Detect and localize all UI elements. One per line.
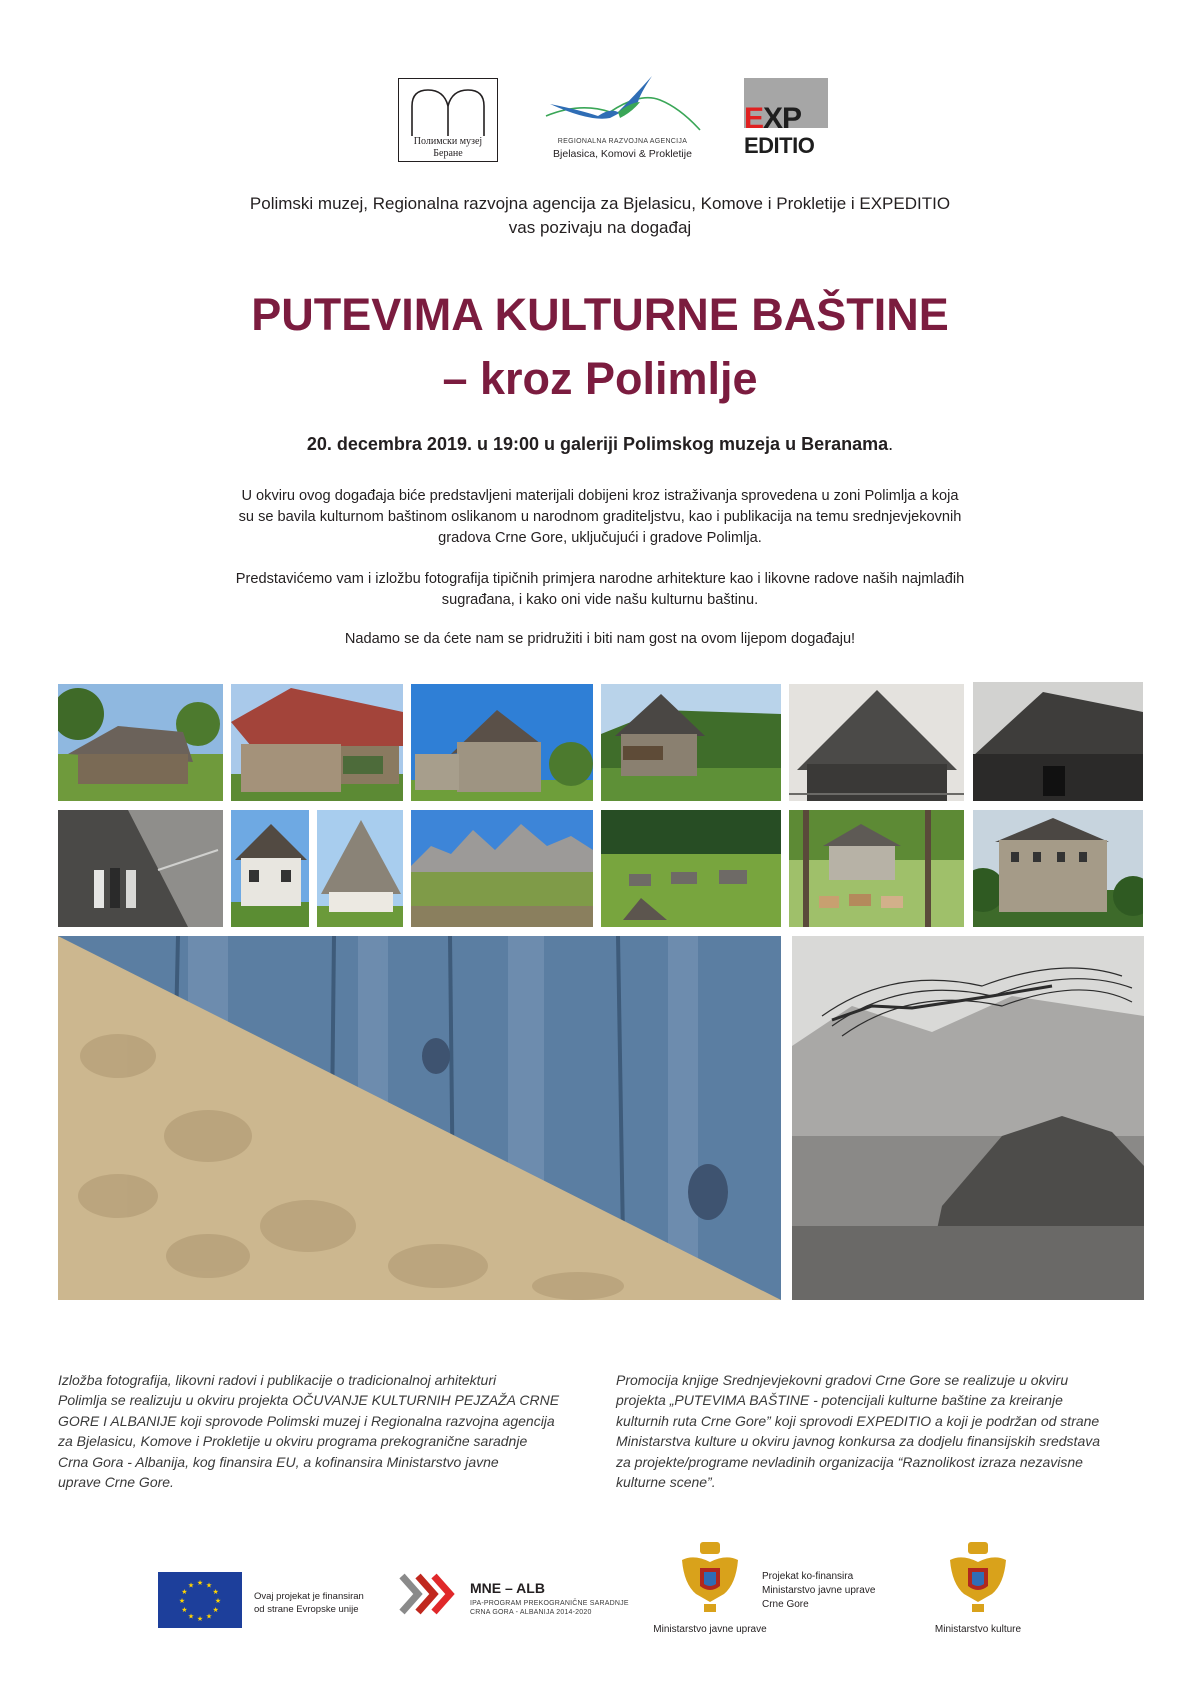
- photo-fortress-ruins-with-plan-bw: [792, 936, 1144, 1300]
- rra-name: Bjelasica, Komovi & Prokletije: [553, 148, 692, 160]
- paragraph-1-line-2: su se bavila kulturnom baštinom oslikanom u narodnom graditeljstvu, kao i publikacija na temu srednjevjekovnih: [238, 509, 962, 525]
- event-date-dot: .: [888, 434, 894, 454]
- ipa-title: MNE – ALB: [470, 1580, 545, 1596]
- ipa-subtitle: [470, 1599, 629, 1617]
- paragraph-2: [100, 569, 1100, 611]
- exp-word: EXP: [744, 102, 802, 135]
- eu-text-line-2: od strane Evropske unije: [254, 1604, 359, 1615]
- photo-wooden-house-bw: [789, 684, 964, 801]
- eu-flag-icon: [158, 1572, 242, 1628]
- photo-wooden-hut-meadow: [58, 684, 223, 801]
- expeditio-logo: [744, 78, 828, 162]
- polimski-muzej-logo: [398, 78, 500, 164]
- intro-text: [100, 192, 1100, 240]
- footer-right-line: Ministarstva kulture u okviru javnog konkursa za dodjelu finansijskih sredstava: [616, 1433, 1101, 1450]
- editio-word: EDITIO: [744, 133, 815, 158]
- ipa-chevrons-icon: [398, 1572, 470, 1616]
- event-date: [100, 434, 1100, 455]
- montenegro-crest-icon: [678, 1540, 742, 1616]
- footer-right-line: projekta „PUTEVIMA BAŠTINE - potencijali kulturne baštine za kreiranje: [616, 1392, 1063, 1409]
- svg-text:★: ★: [196, 1579, 204, 1587]
- paragraph-2-line-1: Predstavićemo vam i izložbu fotografija tipičnih primjera narodne arhitekture kao i likovne radove naših najmlađih: [235, 571, 965, 587]
- ipa-sub-line-2: CRNA GORA - ALBANIJA 2014-2020: [470, 1609, 592, 1616]
- svg-text:★: ★: [205, 1612, 213, 1621]
- footer-right-line: za projekte/programe nevladinih organizacija “Raznolikost izraza nezavisne: [616, 1453, 1083, 1470]
- eu-stars-icon: [158, 1572, 242, 1628]
- footer-text-left: [58, 1370, 588, 1492]
- ministry-public-admin-label: Ministarstvo javne uprave: [653, 1624, 767, 1635]
- montenegro-crest-icon: [946, 1540, 1010, 1616]
- rra-logo: [540, 72, 705, 164]
- photo-shingle-roof-hut: [317, 810, 403, 927]
- photo-alpine-huts: [601, 810, 781, 927]
- page-subtitle: – kroz Polimlje: [442, 353, 758, 404]
- svg-text:★: ★: [181, 1606, 188, 1614]
- footer-right-line: Promocija knjige Srednjevjekovni gradovi Crne Gore se realizuje u okviru: [616, 1372, 1069, 1388]
- exp-rest: XP: [763, 102, 802, 135]
- photo-thatched-hut-bw: [973, 682, 1143, 801]
- cofin-line-2: Ministarstvo javne uprave: [762, 1585, 876, 1596]
- footer-right-line: kulturnih ruta Crne Gore” koji sprovodi EXPEDITIO a koji je podržan od strane: [616, 1412, 1100, 1429]
- paragraph-2-line-2: sugrađana, i kako oni vide našu kulturnu baštinu.: [441, 592, 759, 608]
- footer-left-line: za Bjelasicu, Komove i Prokletije u okviru programa prekogranične saradnje: [58, 1433, 528, 1450]
- photo-white-house: [231, 810, 309, 927]
- intro-line-1: Polimski muzej, Regionalna razvojna agencija za Bjelasicu, Komove i Prokletije i EXPEDITIO: [249, 194, 951, 213]
- photo-stone-houses: [411, 684, 593, 801]
- eagle-mountains-icon: [540, 72, 705, 136]
- rra-agency-label: REGIONALNA RAZVOJNA AGENCIJA: [557, 138, 688, 145]
- footer-left-line: uprave Crne Gore.: [58, 1474, 174, 1491]
- paragraph-1-line-3: gradova Crne Gore, uključujući i gradove Polimlja.: [438, 530, 762, 546]
- polimski-name: Полимски музеј: [413, 136, 483, 147]
- footer-left-line: Izložba fotografija, likovni radovi i publikacije o tradicionalnoj arhitekturi: [58, 1372, 497, 1388]
- svg-text:★: ★: [212, 1588, 219, 1596]
- cofin-line-3: Crne Gore: [762, 1599, 809, 1610]
- svg-text:★: ★: [187, 1581, 195, 1590]
- page-title: PUTEVIMA KULTURNE BAŠTINE: [251, 289, 949, 340]
- paragraph-3: Nadamo se da ćete nam se pridružiti i biti nam gost na ovom lijepom događaju!: [344, 631, 856, 647]
- intro-line-2: vas pozivaju na događaj: [508, 218, 692, 237]
- svg-text:★: ★: [187, 1612, 195, 1621]
- event-date-text: 20. decembra 2019. u 19:00 u galeriji Polimskog muzeja u Beranama: [306, 434, 889, 454]
- eu-funding-text: [254, 1590, 364, 1616]
- ministry-culture-label: Ministarstvo kulture: [934, 1624, 1022, 1635]
- svg-text:★: ★: [205, 1581, 213, 1590]
- polimski-city: Беране: [433, 148, 463, 159]
- photo-house-on-hill: [601, 684, 781, 801]
- photo-red-roof-house: [231, 684, 403, 801]
- svg-text:★: ★: [196, 1615, 204, 1623]
- paragraph-1-line-1: U okviru ovog događaja biće predstavljeni materijali dobijeni kroz istraživanja sprovedena u zoni Polimlja a koja: [241, 488, 959, 504]
- footer-left-line: Crna Gora - Albanija, kog finansira EU, a kofinansira Ministarstvo javne: [58, 1453, 499, 1470]
- cofinancing-text: [762, 1570, 875, 1612]
- photo-mountain-landscape: [411, 810, 593, 927]
- footer-right-line: kulturne scene”.: [616, 1474, 716, 1491]
- photo-blue-wood-stone-wall: [58, 936, 781, 1300]
- svg-text:★: ★: [178, 1597, 186, 1605]
- eu-text-line-1: Ovaj projekat je finansiran: [254, 1591, 364, 1602]
- svg-text:★: ★: [181, 1588, 188, 1596]
- footer-left-line: Polimlja se realizuju u okviru projekta OČUVANJE KULTURNIH PEJZAŽA CRNE: [58, 1392, 560, 1409]
- paragraph-1: [100, 486, 1100, 549]
- footer-left-line: GORE I ALBANIJE koji sprovode Polimski muzej i Regionalna razvojna agencija: [58, 1412, 555, 1429]
- cofin-line-1: Projekat ko-finansira: [762, 1571, 854, 1582]
- ipa-sub-line-1: IPA-PROGRAM PREKOGRANIČNE SARADNJE: [470, 1600, 629, 1607]
- svg-text:★: ★: [214, 1597, 222, 1605]
- svg-text:★: ★: [212, 1606, 219, 1614]
- photo-cattle-by-house: [789, 810, 964, 927]
- footer-text-right: [616, 1370, 1146, 1492]
- photo-stone-tower-kula: [973, 810, 1143, 927]
- photo-people-by-hut-bw: [58, 810, 223, 927]
